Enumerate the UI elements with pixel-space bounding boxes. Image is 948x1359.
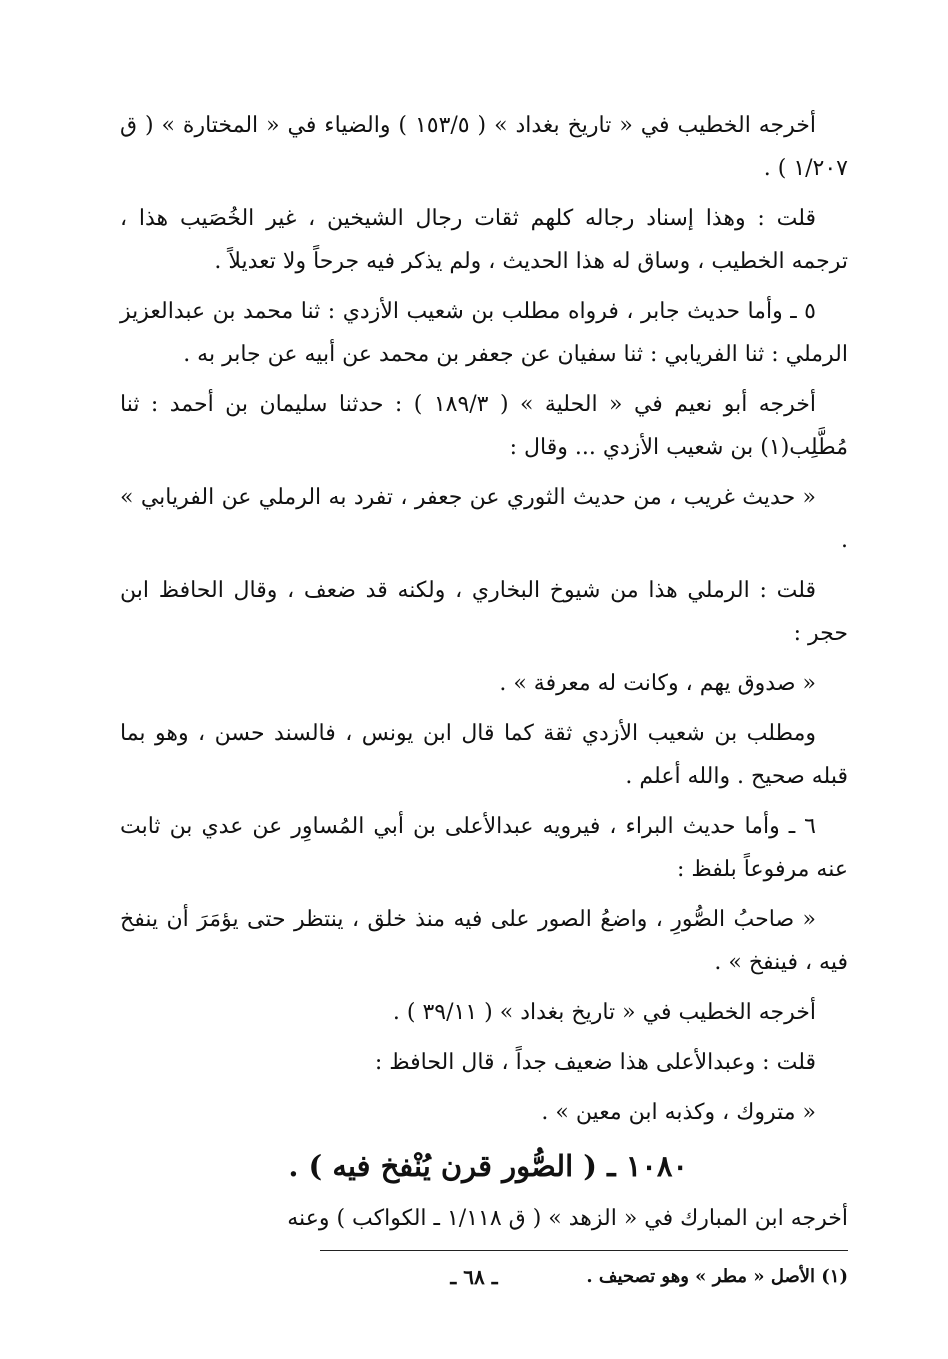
paragraph: ٥ ـ وأما حديث جابر ، فرواه مطلب بن شعيب الأزدي : ثنا محمد بن عبدالعزيز الرملي : ثنا الفريابي : ثنا سفيان عن جعفر بن محمد عن أبيه عن جابر به . <box>120 299 848 367</box>
footnote-divider <box>320 1250 848 1251</box>
page-number: ـ ٦٨ ـ <box>450 1265 498 1289</box>
paragraph: أخرجه أبو نعيم في « الحلية » ( ١٨٩/٣ ) : حدثنا سليمان بن أحمد : ثنا مُطَّلِب(١) بن شعيب الأزدي ... وقال : <box>120 392 848 460</box>
quote-paragraph: « متروك ، وكذبه ابن معين » . <box>541 1100 816 1125</box>
hadith-heading: ١٠٨٠ ـ ( الصُّور قرن يُنْفخ فيه ) . <box>288 1149 688 1183</box>
paragraph: أخرجه ابن المبارك في « الزهد » ( ق ١/١١٨ ـ الكواكب ) وعنه <box>287 1206 848 1231</box>
paragraph: قلت : وعبدالأعلى هذا ضعيف جداً ، قال الحافظ : <box>374 1050 816 1075</box>
quote-paragraph: « صدوق يهم ، وكانت له معرفة » . <box>499 671 816 696</box>
paragraph: أخرجه الخطيب في « تاريخ بغداد » ( ١٥٣/٥ ) والضياء في « المختارة » ( ق ١/٢٠٧ ) . <box>120 113 848 181</box>
paragraph: أخرجه الخطيب في « تاريخ بغداد » ( ٣٩/١١ ) . <box>392 1000 816 1025</box>
paragraph: قلت : الرملي هذا من شيوخ البخاري ، ولكنه قد ضعف ، وقال الحافظ ابن حجر : <box>120 578 848 646</box>
quote-paragraph: « صاحبُ الصُّورِ ، واضعُ الصور على فيه منذ خلق ، ينتظر حتى يؤمَرَ أن ينفخ فيه ، فينفخ » . <box>120 907 848 975</box>
page-content <box>120 104 848 1295</box>
paragraph: ٦ ـ وأما حديث البراء ، فيرويه عبدالأعلى بن أبي المُساوِر عن عدي بن ثابت عنه مرفوعاً بلفظ : <box>120 814 848 882</box>
paragraph: ومطلب بن شعيب الأزدي ثقة كما قال ابن يونس ، فالسند حسن ، وهو بما قبله صحيح . والله أعلم . <box>120 721 848 789</box>
footnote: (١) الأصل « مطر » وهو تصحيف . <box>586 1266 848 1287</box>
quote-paragraph: « حديث غريب ، من حديث الثوري عن جعفر ، تفرد به الرملي عن الفريابي » . <box>120 485 848 553</box>
paragraph: قلت : وهذا إسناد رجاله كلهم ثقات رجال الشيخين ، غير الخُصَيب هذا ، ترجمه الخطيب ، وساق له هذا الحديث ، ولم يذكر فيه جرحاً ولا تعديلاً . <box>120 206 848 274</box>
